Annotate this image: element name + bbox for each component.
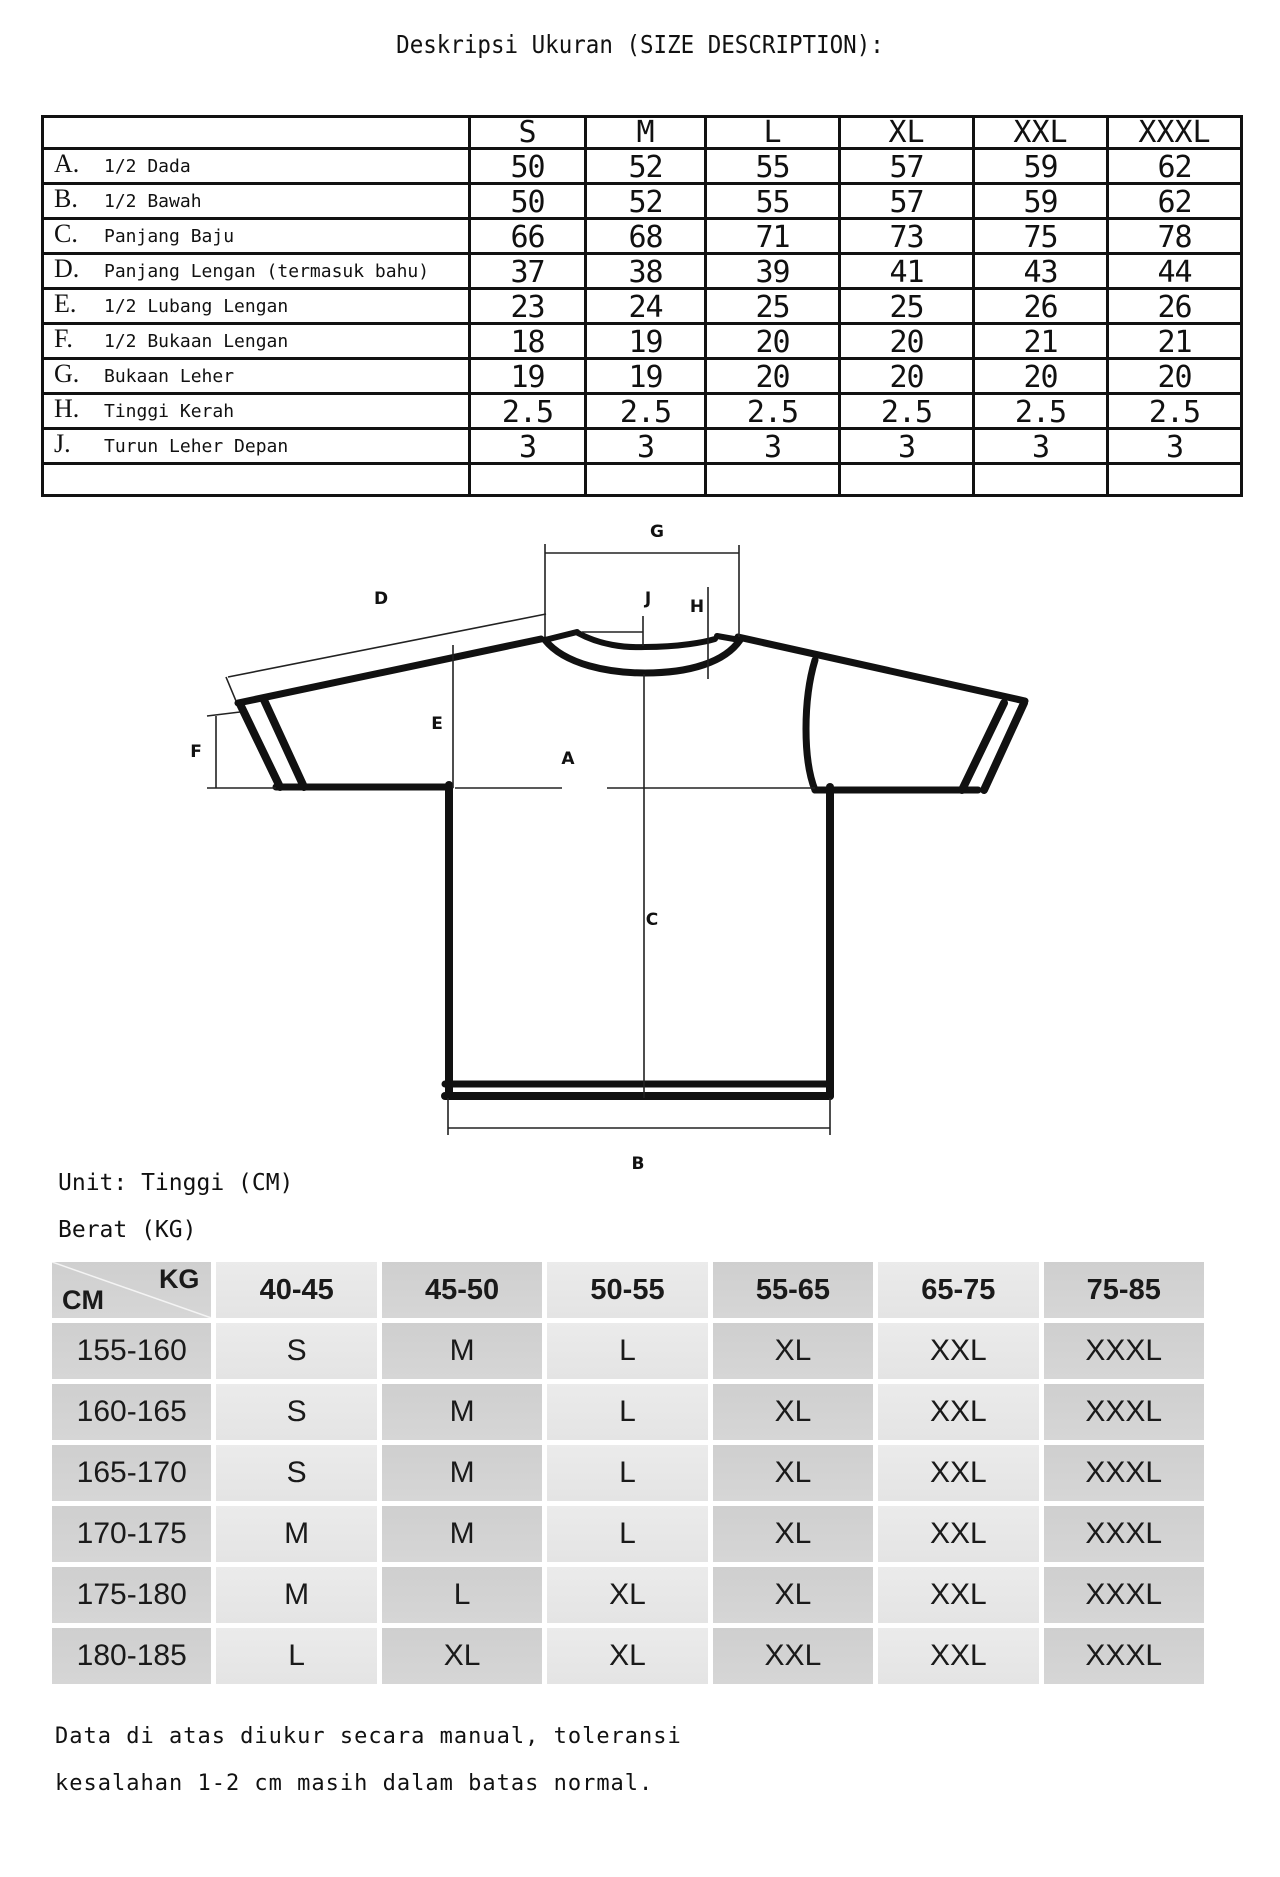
size-cell: M [382,1384,542,1440]
cell-value: 38 [586,254,706,289]
header-size: M [586,117,706,149]
corner-kg-label: KG [158,1264,200,1294]
grid-row [52,1567,1204,1623]
cell-value: 3 [1108,429,1242,464]
label-j: J [644,589,652,609]
header-blank [43,117,470,149]
header-size: XXXL [1108,117,1242,149]
row-label: C. Panjang Baju [43,219,470,254]
cell-value: 20 [974,359,1108,394]
cell-value: 62 [1108,149,1242,184]
size-cell: S [216,1384,376,1440]
cell-value: 55 [706,149,840,184]
size-cell: XXL [878,1567,1038,1623]
cell-value: 59 [974,149,1108,184]
size-cell: L [547,1445,707,1501]
unit-height-label: Unit: Tinggi (CM) [58,1170,294,1196]
cell-value: 73 [840,219,974,254]
cell-value: 43 [974,254,1108,289]
size-cell: XXXL [1044,1628,1204,1684]
cell-value: 2.5 [470,394,586,429]
table-row [43,219,1242,254]
height-range: 155-160 [52,1323,211,1379]
header-size: L [706,117,840,149]
cell-value: 2.5 [1108,394,1242,429]
label-g: G [650,522,664,542]
weight-range-header: 75-85 [1044,1262,1204,1318]
cell-value: 66 [470,219,586,254]
row-label: A. 1/2 Dada [43,149,470,184]
size-cell: S [216,1323,376,1379]
weight-range-header: 40-45 [216,1262,376,1318]
table-row [43,359,1242,394]
header-size: S [470,117,586,149]
cell-value: 3 [470,429,586,464]
cell-value: 57 [840,184,974,219]
size-cell: L [547,1384,707,1440]
size-cell: XL [713,1445,873,1501]
cell-value: 24 [586,289,706,324]
table-row [43,289,1242,324]
size-cell: L [216,1628,376,1684]
size-cell: XXXL [1044,1445,1204,1501]
cell-value: 26 [1108,289,1242,324]
cell-value: 68 [586,219,706,254]
cell-value: 3 [840,429,974,464]
cell-value: 55 [706,184,840,219]
footer-note-line-1: Data di atas diukur secara manual, toleransi [55,1724,682,1749]
label-a: A [561,749,575,769]
cell-value: 19 [586,359,706,394]
table-row [43,394,1242,429]
cell-value: 19 [470,359,586,394]
table-header-row [43,117,1242,149]
size-cell: XL [713,1384,873,1440]
table-row [43,429,1242,464]
cell-value: 39 [706,254,840,289]
cell-value: 57 [840,149,974,184]
grid-row [52,1445,1204,1501]
grid-corner-cell [52,1262,211,1318]
weight-range-header: 45-50 [382,1262,542,1318]
row-label: D. Panjang Lengan (termasuk bahu) [43,254,470,289]
weight-range-header: 55-65 [713,1262,873,1318]
label-d: D [373,589,389,609]
size-cell: M [216,1506,376,1562]
size-cell: XXL [878,1323,1038,1379]
height-range: 165-170 [52,1445,211,1501]
cell-value: 18 [470,324,586,359]
grid-header-row [52,1262,1204,1318]
cell-value: 52 [586,184,706,219]
grid-row [52,1323,1204,1379]
cell-value: 50 [470,149,586,184]
size-cell: XXL [878,1628,1038,1684]
cell-value: 2.5 [586,394,706,429]
table-row [43,254,1242,289]
cell-value: 59 [974,184,1108,219]
weight-range-header: 50-55 [547,1262,707,1318]
row-label: E. 1/2 Lubang Lengan [43,289,470,324]
page-title: Deskripsi Ukuran (SIZE DESCRIPTION): [396,30,884,59]
cell-value: 2.5 [974,394,1108,429]
cell-value: 21 [1108,324,1242,359]
row-label: H. Tinggi Kerah [43,394,470,429]
cell-value: 19 [586,324,706,359]
cell-value: 75 [974,219,1108,254]
cell-value: 62 [1108,184,1242,219]
header-size: XXL [974,117,1108,149]
weight-range-header: 65-75 [878,1262,1038,1318]
size-cell: XL [547,1628,707,1684]
cell-value: 2.5 [706,394,840,429]
cell-value: 41 [840,254,974,289]
cell-value: 21 [974,324,1108,359]
cell-value: 25 [840,289,974,324]
cell-value: 26 [974,289,1108,324]
size-cell: XXL [713,1628,873,1684]
size-cell: XL [382,1628,542,1684]
size-cell: M [216,1567,376,1623]
table-row [43,149,1242,184]
cell-value: 52 [586,149,706,184]
grid-row [52,1628,1204,1684]
size-cell: XXXL [1044,1506,1204,1562]
label-e: E [431,714,443,734]
row-label: B. 1/2 Bawah [43,184,470,219]
size-cell: XXL [878,1445,1038,1501]
size-cell: S [216,1445,376,1501]
table-row-blank [43,464,1242,496]
cell-value: 20 [1108,359,1242,394]
size-cell: M [382,1445,542,1501]
cell-value: 20 [840,324,974,359]
cell-value: 3 [586,429,706,464]
cell-value: 2.5 [840,394,974,429]
table-row [43,324,1242,359]
row-label: G. Bukaan Leher [43,359,470,394]
table-row [43,184,1242,219]
cell-value: 78 [1108,219,1242,254]
unit-weight-label: Berat (KG) [58,1217,197,1243]
corner-cm-label: CM [62,1285,104,1315]
label-b: B [631,1154,645,1174]
label-f: F [190,742,202,762]
size-description-table [41,115,1243,497]
cell-value: 3 [706,429,840,464]
cell-value: 23 [470,289,586,324]
header-size: XL [840,117,974,149]
size-recommendation-grid [52,1262,1204,1689]
cell-value: 20 [706,324,840,359]
cell-value: 25 [706,289,840,324]
height-range: 180-185 [52,1628,211,1684]
size-cell: XXXL [1044,1567,1204,1623]
label-c: C [645,910,659,930]
size-cell: XXL [878,1506,1038,1562]
height-range: 160-165 [52,1384,211,1440]
size-cell: L [547,1323,707,1379]
height-range: 175-180 [52,1567,211,1623]
cell-value: 20 [706,359,840,394]
size-cell: XXL [878,1384,1038,1440]
size-cell: M [382,1506,542,1562]
size-cell: XL [713,1323,873,1379]
size-cell: XXXL [1044,1384,1204,1440]
size-cell: L [382,1567,542,1623]
row-label: J. Turun Leher Depan [43,429,470,464]
size-cell: M [382,1323,542,1379]
cell-value: 71 [706,219,840,254]
size-cell: XL [547,1567,707,1623]
size-cell: XL [713,1506,873,1562]
cell-value: 3 [974,429,1108,464]
size-cell: XXXL [1044,1323,1204,1379]
row-label: F. 1/2 Bukaan Lengan [43,324,470,359]
cell-value: 50 [470,184,586,219]
cell-value: 37 [470,254,586,289]
cell-value: 20 [840,359,974,394]
label-h: H [689,597,705,617]
grid-row [52,1506,1204,1562]
size-cell: L [547,1506,707,1562]
height-range: 170-175 [52,1506,211,1562]
grid-row [52,1384,1204,1440]
cell-value: 44 [1108,254,1242,289]
size-cell: XL [713,1567,873,1623]
footer-note-line-2: kesalahan 1-2 cm masih dalam batas normal. [55,1771,654,1796]
tshirt-measurement-diagram [0,500,1280,1180]
